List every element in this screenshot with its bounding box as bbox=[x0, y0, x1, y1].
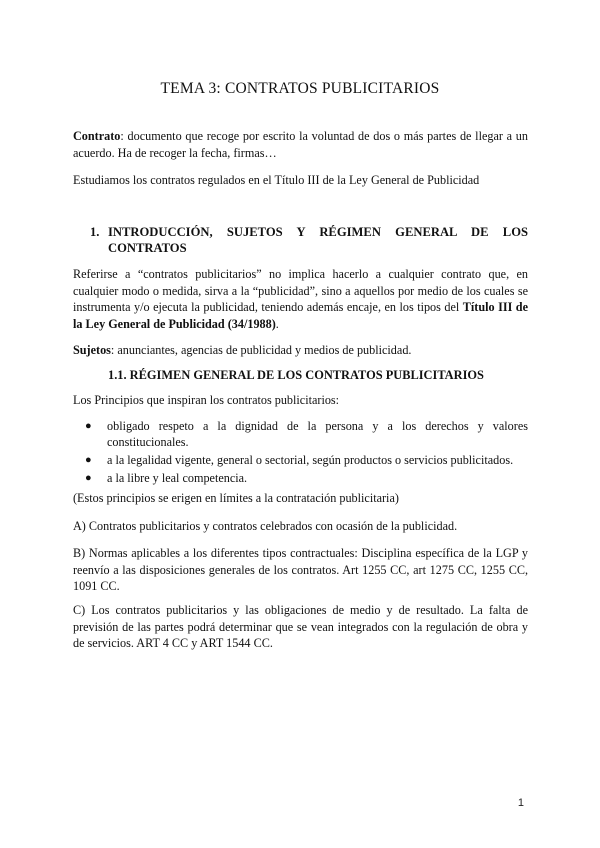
estudiamos-paragraph: Estudiamos los contratos regulados en el Título III de la Ley General de Publicidad bbox=[73, 173, 480, 187]
list-item-text: a la libre y leal competencia. bbox=[107, 471, 248, 485]
section-1-paragraph bbox=[73, 266, 528, 332]
sujetos-paragraph bbox=[73, 342, 528, 359]
item-a: A) Contratos publicitarios y contratos celebrados con ocasión de la publicidad. bbox=[73, 519, 458, 533]
principles-list bbox=[73, 418, 528, 488]
item-c: C) Los contratos publicitarios y las obligaciones de medio y de resultado. La falta de previsión de las partes podrá determinar que se vean integrados con la regulación de obra y de servicios. ART 4 CC y ART 1544 CC. bbox=[73, 603, 528, 650]
sujetos-term: Sujetos bbox=[73, 343, 111, 357]
section-1-para-end: . bbox=[275, 316, 279, 331]
page-title: TEMA 3: CONTRATOS PUBLICITARIOS bbox=[160, 80, 440, 97]
list-item bbox=[73, 452, 528, 468]
bullet-icon: ● bbox=[85, 420, 92, 432]
section-1-1-heading: 1.1. RÉGIMEN GENERAL DE LOS CONTRATOS PUBLICITARIOS bbox=[108, 368, 484, 382]
list-item bbox=[73, 418, 528, 450]
section-1-para-bold: Título III de la Ley General de Publicidad (34/1988) bbox=[73, 300, 528, 331]
section-1-title: INTRODUCCIÓN, SUJETOS Y RÉGIMEN GENERAL DE LOS CONTRATOS bbox=[108, 225, 528, 255]
bullet-icon: ● bbox=[85, 454, 92, 466]
sujetos-text: : anunciantes, agencias de publicidad y medios de publicidad. bbox=[110, 343, 412, 357]
contrato-text: : documento que recoge por escrito la voluntad de dos o más partes de llegar a un acuerdo. Ha de recoger la fecha, firmas… bbox=[73, 129, 528, 160]
item-b: B) Normas aplicables a los diferentes tipos contractuales: Disciplina específica de la LGP y reenvío a las disposiciones generales de los contratos. Art 1255 CC, art 1275 CC, 1255 CC, 1091 CC. bbox=[73, 546, 528, 593]
list-item-text: a la legalidad vigente, general o sectorial, según productos o servicios publicitados. bbox=[107, 453, 514, 467]
contrato-term: Contrato bbox=[73, 129, 121, 143]
section-1-heading bbox=[90, 224, 528, 256]
page-number: 1 bbox=[517, 797, 524, 809]
section-1-number: 1. bbox=[90, 225, 100, 239]
principles-intro: Los Principios que inspiran los contratos publicitarios: bbox=[73, 393, 340, 407]
contrato-definition bbox=[73, 128, 528, 161]
bullet-icon: ● bbox=[85, 472, 92, 484]
list-item-text: obligado respeto a la dignidad de la persona y a los derechos y valores constitucionales. bbox=[107, 419, 528, 449]
principles-note: (Estos principios se erigen en límites a la contratación publicitaria) bbox=[73, 491, 399, 505]
section-1-para-text: Referirse a “contratos publicitarios” no implica hacerlo a cualquier contrato que, en cualquier modo o medida, sirva a la “publicidad”, sino a aquellos por medio de los cuales se instrumenta y/o ejecuta la publicidad, teniendo además encaje, en los tipos del bbox=[73, 267, 528, 314]
list-item bbox=[73, 470, 528, 486]
